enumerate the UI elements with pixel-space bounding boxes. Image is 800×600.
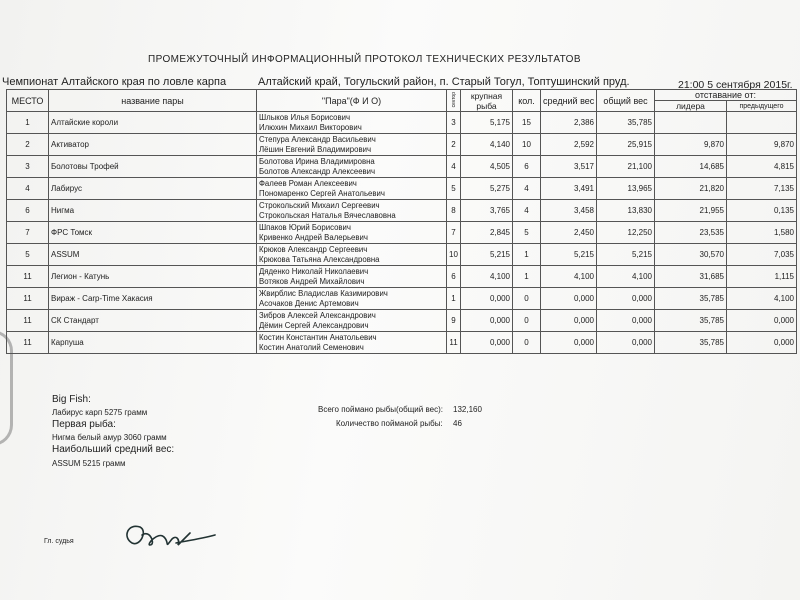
best-avg-label: Наибольший средний вес: — [52, 444, 175, 455]
row-pair — [257, 156, 447, 178]
row-sector: 6 — [447, 266, 461, 288]
row-place: 1 — [7, 112, 49, 134]
results-table — [6, 89, 797, 354]
col-header-count: кол. — [513, 90, 541, 112]
row-behind-previous: 1,580 — [727, 222, 797, 244]
row-avg-weight: 3,458 — [541, 200, 597, 222]
row-sector: 2 — [447, 134, 461, 156]
row-avg-weight: 2,450 — [541, 222, 597, 244]
big-fish-value: Лабирус карп 5275 грамм — [52, 408, 148, 417]
table-row — [7, 266, 797, 288]
judge-label: Гл. судья — [44, 538, 74, 545]
row-behind-leader: 35,785 — [655, 332, 727, 354]
row-big-fish: 5,275 — [461, 178, 513, 200]
table-row — [7, 112, 797, 134]
row-total-weight: 35,785 — [597, 112, 655, 134]
table-row — [7, 200, 797, 222]
count-caught-value: 46 — [453, 419, 462, 428]
pair-member: Шлыков Илья Борисович — [259, 113, 351, 122]
row-total-weight: 0,000 — [597, 288, 655, 310]
row-count: 0 — [513, 310, 541, 332]
row-pair — [257, 222, 447, 244]
row-total-weight: 13,965 — [597, 178, 655, 200]
pair-member: Лёшин Евгений Владимирович — [259, 144, 372, 154]
row-pair — [257, 134, 447, 156]
row-place: 2 — [7, 134, 49, 156]
table-row — [7, 310, 797, 332]
row-place: 5 — [7, 244, 49, 266]
row-place: 11 — [7, 288, 49, 310]
pair-member: Дёмин Сергей Александрович — [259, 320, 369, 330]
row-place: 11 — [7, 310, 49, 332]
row-count: 10 — [513, 134, 541, 156]
row-avg-weight: 0,000 — [541, 288, 597, 310]
row-avg-weight: 0,000 — [541, 310, 597, 332]
row-big-fish: 4,505 — [461, 156, 513, 178]
signature-image — [120, 515, 220, 555]
row-sector: 10 — [447, 244, 461, 266]
row-place: 3 — [7, 156, 49, 178]
row-pair — [257, 288, 447, 310]
table-row — [7, 288, 797, 310]
row-team-name: Активатор — [49, 134, 257, 156]
row-sector: 7 — [447, 222, 461, 244]
pair-member: Пономаренко Сергей Анатольевич — [259, 188, 385, 198]
row-count: 1 — [513, 266, 541, 288]
row-avg-weight: 5,215 — [541, 244, 597, 266]
row-big-fish: 4,140 — [461, 134, 513, 156]
row-pair — [257, 112, 447, 134]
row-count: 6 — [513, 156, 541, 178]
row-behind-previous — [727, 112, 797, 134]
pair-member: Костин Анатолий Семенович — [259, 342, 364, 352]
col-header-place: МЕСТО — [7, 90, 49, 112]
pair-member: Костин Константин Анатольевич — [259, 333, 377, 342]
row-big-fish: 3,765 — [461, 200, 513, 222]
col-header-sector: сектор — [447, 90, 461, 112]
page-title: ПРОМЕЖУТОЧНЫЙ ИНФОРМАЦИОННЫЙ ПРОТОКОЛ ТЕХНИЧЕСКИХ РЕЗУЛЬТАТОВ — [148, 54, 581, 65]
row-big-fish: 2,845 — [461, 222, 513, 244]
row-behind-leader — [655, 112, 727, 134]
col-header-previous: предыдущего — [727, 101, 797, 112]
row-big-fish: 4,100 — [461, 266, 513, 288]
row-avg-weight: 3,517 — [541, 156, 597, 178]
row-avg-weight: 0,000 — [541, 332, 597, 354]
row-behind-leader: 35,785 — [655, 310, 727, 332]
row-avg-weight: 2,592 — [541, 134, 597, 156]
row-behind-leader: 21,820 — [655, 178, 727, 200]
row-big-fish: 5,215 — [461, 244, 513, 266]
table-row — [7, 134, 797, 156]
row-avg-weight: 3,491 — [541, 178, 597, 200]
best-avg-value: ASSUM 5215 грамм — [52, 459, 126, 468]
row-place: 6 — [7, 200, 49, 222]
pair-member: Жвирблис Владислав Казимирович — [259, 289, 388, 298]
row-team-name: ASSUM — [49, 244, 257, 266]
row-sector: 5 — [447, 178, 461, 200]
row-sector: 1 — [447, 288, 461, 310]
row-count: 4 — [513, 178, 541, 200]
row-behind-leader: 21,955 — [655, 200, 727, 222]
row-behind-previous: 7,035 — [727, 244, 797, 266]
row-total-weight: 21,100 — [597, 156, 655, 178]
event-name: Чемпионат Алтайского края по ловле карпа — [2, 76, 227, 88]
row-team-name: Вираж - Carp-Time Хакасия — [49, 288, 257, 310]
row-behind-leader: 14,685 — [655, 156, 727, 178]
row-team-name: СК Стандарт — [49, 310, 257, 332]
pair-member: Крюков Александр Сергеевич — [259, 245, 368, 254]
row-behind-previous: 4,815 — [727, 156, 797, 178]
pair-member: Крюкова Татьяна Александровна — [259, 254, 380, 264]
col-header-leader: лидера — [655, 101, 727, 112]
row-count: 5 — [513, 222, 541, 244]
row-avg-weight: 4,100 — [541, 266, 597, 288]
pair-member: Болотов Александр Алексеевич — [259, 166, 376, 176]
col-header-big-fish: крупная рыба — [461, 90, 513, 112]
row-behind-leader: 23,535 — [655, 222, 727, 244]
event-place: Алтайский край, Тогульский район, п. Старый Тогул, Топтушинский пруд. — [258, 76, 630, 88]
table-row — [7, 332, 797, 354]
row-count: 4 — [513, 200, 541, 222]
row-big-fish: 0,000 — [461, 332, 513, 354]
row-behind-previous: 1,115 — [727, 266, 797, 288]
col-header-total: общий вес — [597, 90, 655, 112]
row-total-weight: 5,215 — [597, 244, 655, 266]
row-team-name: Лабирус — [49, 178, 257, 200]
row-team-name: Алтайские короли — [49, 112, 257, 134]
row-behind-leader: 30,570 — [655, 244, 727, 266]
total-caught-label: Всего поймано рыбы(общий вес): — [318, 405, 443, 414]
row-count: 15 — [513, 112, 541, 134]
row-pair — [257, 200, 447, 222]
row-big-fish: 0,000 — [461, 310, 513, 332]
pair-member: Шпаков Юрий Борисович — [259, 223, 351, 232]
row-big-fish: 5,175 — [461, 112, 513, 134]
row-behind-leader: 9,870 — [655, 134, 727, 156]
row-pair — [257, 332, 447, 354]
big-fish-label: Big Fish: — [52, 394, 91, 405]
pair-member: Строкольская Наталья Вячеславовна — [259, 210, 396, 220]
row-sector: 8 — [447, 200, 461, 222]
row-total-weight: 13,830 — [597, 200, 655, 222]
row-place: 7 — [7, 222, 49, 244]
row-big-fish: 0,000 — [461, 288, 513, 310]
pair-member: Дяденко Николай Николаевич — [259, 267, 369, 276]
pair-member: Зибров Алексей Александрович — [259, 311, 376, 320]
row-sector: 11 — [447, 332, 461, 354]
pair-member: Вотяков Андрей Михайлович — [259, 276, 365, 286]
first-fish-value: Нигма белый амур 3060 грамм — [52, 433, 167, 442]
pair-member: Асочаков Денис Артемович — [259, 298, 359, 308]
pair-member: Строкольский Михаил Сергеевич — [259, 201, 380, 210]
row-sector: 4 — [447, 156, 461, 178]
row-behind-previous: 7,135 — [727, 178, 797, 200]
pair-member: Кривенко Андрей Валерьевич — [259, 232, 368, 242]
row-pair — [257, 178, 447, 200]
pair-member: Илюхин Михаил Викторович — [259, 122, 362, 132]
row-behind-previous: 4,100 — [727, 288, 797, 310]
row-place: 11 — [7, 332, 49, 354]
pair-member: Степура Александр Васильевич — [259, 135, 376, 144]
col-header-name: название пары — [49, 90, 257, 112]
count-caught-label: Количество пойманой рыбы: — [336, 419, 443, 428]
row-pair — [257, 310, 447, 332]
pair-member: Болотова Ирина Владимировна — [259, 157, 375, 166]
col-header-behind: отставание от: — [655, 90, 797, 101]
row-total-weight: 12,250 — [597, 222, 655, 244]
row-pair — [257, 266, 447, 288]
row-pair — [257, 244, 447, 266]
row-behind-previous: 0,000 — [727, 332, 797, 354]
row-behind-leader: 35,785 — [655, 288, 727, 310]
col-header-pair: "Пара"(Ф И О) — [257, 90, 447, 112]
row-sector: 3 — [447, 112, 461, 134]
row-team-name: Легион - Катунь — [49, 266, 257, 288]
row-count: 0 — [513, 332, 541, 354]
row-total-weight: 0,000 — [597, 310, 655, 332]
row-total-weight: 0,000 — [597, 332, 655, 354]
row-team-name: Нигма — [49, 200, 257, 222]
table-row — [7, 244, 797, 266]
row-place: 11 — [7, 266, 49, 288]
row-behind-leader: 31,685 — [655, 266, 727, 288]
pair-member: Фалеев Роман Алексеевич — [259, 179, 357, 188]
row-team-name: Болотовы Трофей — [49, 156, 257, 178]
col-header-avg: средний вес — [541, 90, 597, 112]
table-row — [7, 156, 797, 178]
row-total-weight: 4,100 — [597, 266, 655, 288]
row-total-weight: 25,915 — [597, 134, 655, 156]
row-sector: 9 — [447, 310, 461, 332]
row-team-name: ФРС Томск — [49, 222, 257, 244]
row-behind-previous: 0,000 — [727, 310, 797, 332]
row-avg-weight: 2,386 — [541, 112, 597, 134]
first-fish-label: Первая рыба: — [52, 419, 116, 430]
row-behind-previous: 9,870 — [727, 134, 797, 156]
row-count: 0 — [513, 288, 541, 310]
event-datetime: 21:00 5 сентября 2015г. — [678, 79, 793, 91]
table-row — [7, 222, 797, 244]
row-place: 4 — [7, 178, 49, 200]
row-count: 1 — [513, 244, 541, 266]
row-behind-previous: 0,135 — [727, 200, 797, 222]
table-row — [7, 178, 797, 200]
row-team-name: Карпуша — [49, 332, 257, 354]
total-caught-value: 132,160 — [453, 405, 482, 414]
